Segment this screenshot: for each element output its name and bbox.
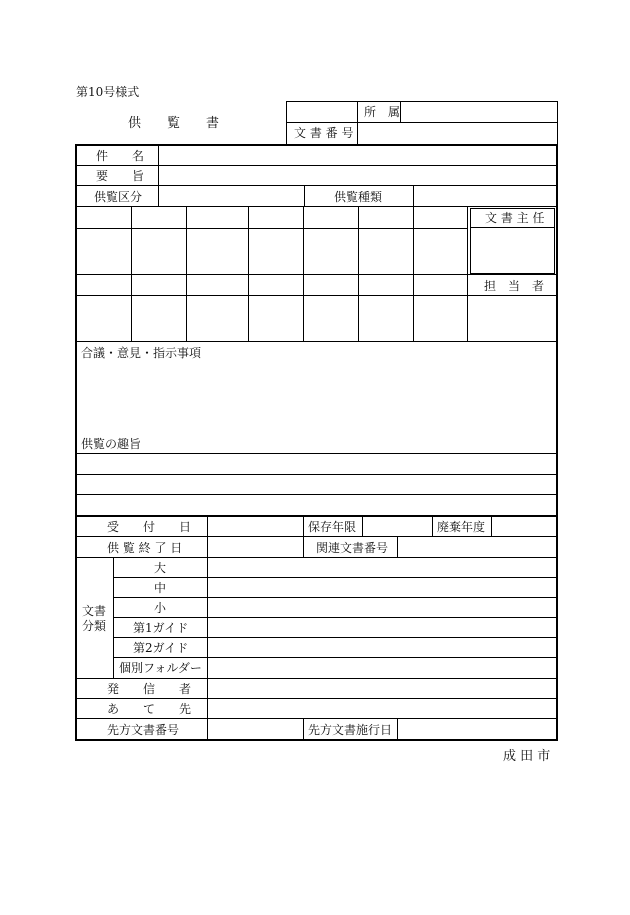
form-number: 第10号様式 xyxy=(76,85,140,99)
summary-field[interactable] xyxy=(159,166,556,185)
staff-seal[interactable] xyxy=(468,296,556,341)
document-chief-seal[interactable] xyxy=(471,228,554,273)
circulation-end-date-field[interactable] xyxy=(208,537,303,557)
other-doc-date-field[interactable] xyxy=(398,719,556,739)
circulation-type-field[interactable] xyxy=(414,186,556,206)
affiliation-label: 所 属 xyxy=(364,105,401,119)
classification-label-2: 分類 xyxy=(82,619,107,633)
class-small-field[interactable] xyxy=(208,598,556,617)
class-large-field[interactable] xyxy=(208,558,556,577)
document-chief-label: 文 書 主 任 xyxy=(485,211,545,225)
recipient-field[interactable] xyxy=(208,699,556,718)
class-small-label: 小 xyxy=(154,601,167,615)
recipient-label: あ て 先 xyxy=(107,702,192,716)
circulation-type-label: 供覧種類 xyxy=(334,190,383,204)
class-medium-field[interactable] xyxy=(208,578,556,597)
circulation-category-field[interactable] xyxy=(159,186,304,206)
remarks-field[interactable] xyxy=(77,362,556,432)
purpose-field[interactable] xyxy=(77,454,556,515)
document-number-label: 文 書 番 号 xyxy=(294,126,354,140)
class-guide2-field[interactable] xyxy=(208,638,556,657)
sender-label: 発 信 者 xyxy=(107,682,192,696)
document-number-field[interactable] xyxy=(358,123,557,144)
related-doc-number-label: 関連文書番号 xyxy=(316,541,389,555)
other-doc-number-label: 先方文書番号 xyxy=(107,723,180,737)
other-doc-number-field[interactable] xyxy=(208,719,303,739)
received-date-field[interactable] xyxy=(208,517,303,536)
other-doc-date-label: 先方文書施行日 xyxy=(308,723,393,737)
disposal-year-field[interactable] xyxy=(492,517,556,536)
sender-field[interactable] xyxy=(208,679,556,698)
class-large-label: 大 xyxy=(154,561,167,575)
circulation-category-label: 供覧区分 xyxy=(94,190,143,204)
city-name: 成 田 市 xyxy=(503,749,551,764)
class-guide1-label: 第1ガイド xyxy=(133,621,189,635)
classification-label-1: 文書 xyxy=(82,604,107,618)
related-doc-number-field[interactable] xyxy=(398,537,556,557)
retention-field[interactable] xyxy=(363,517,432,536)
class-guide1-field[interactable] xyxy=(208,618,556,637)
disposal-year-label: 廃棄年度 xyxy=(437,520,486,534)
summary-label: 要 旨 xyxy=(96,169,145,183)
class-medium-label: 中 xyxy=(154,581,167,595)
subject-label: 件 名 xyxy=(96,149,145,163)
affiliation-field[interactable] xyxy=(401,102,557,122)
circulation-end-date-label: 供 覧 終 了 日 xyxy=(107,541,183,555)
class-guide2-label: 第2ガイド xyxy=(133,641,189,655)
purpose-label: 供覧の趣旨 xyxy=(81,437,142,451)
received-date-label: 受 付 日 xyxy=(107,520,192,534)
class-folder-label: 個別フォルダー xyxy=(119,661,202,675)
class-folder-field[interactable] xyxy=(208,658,556,678)
retention-label: 保存年限 xyxy=(308,520,357,534)
subject-field[interactable] xyxy=(159,146,556,165)
document-title: 供 覧 書 xyxy=(128,116,220,131)
staff-label: 担 当 者 xyxy=(484,279,545,293)
remarks-label: 合議・意見・指示事項 xyxy=(81,346,202,360)
